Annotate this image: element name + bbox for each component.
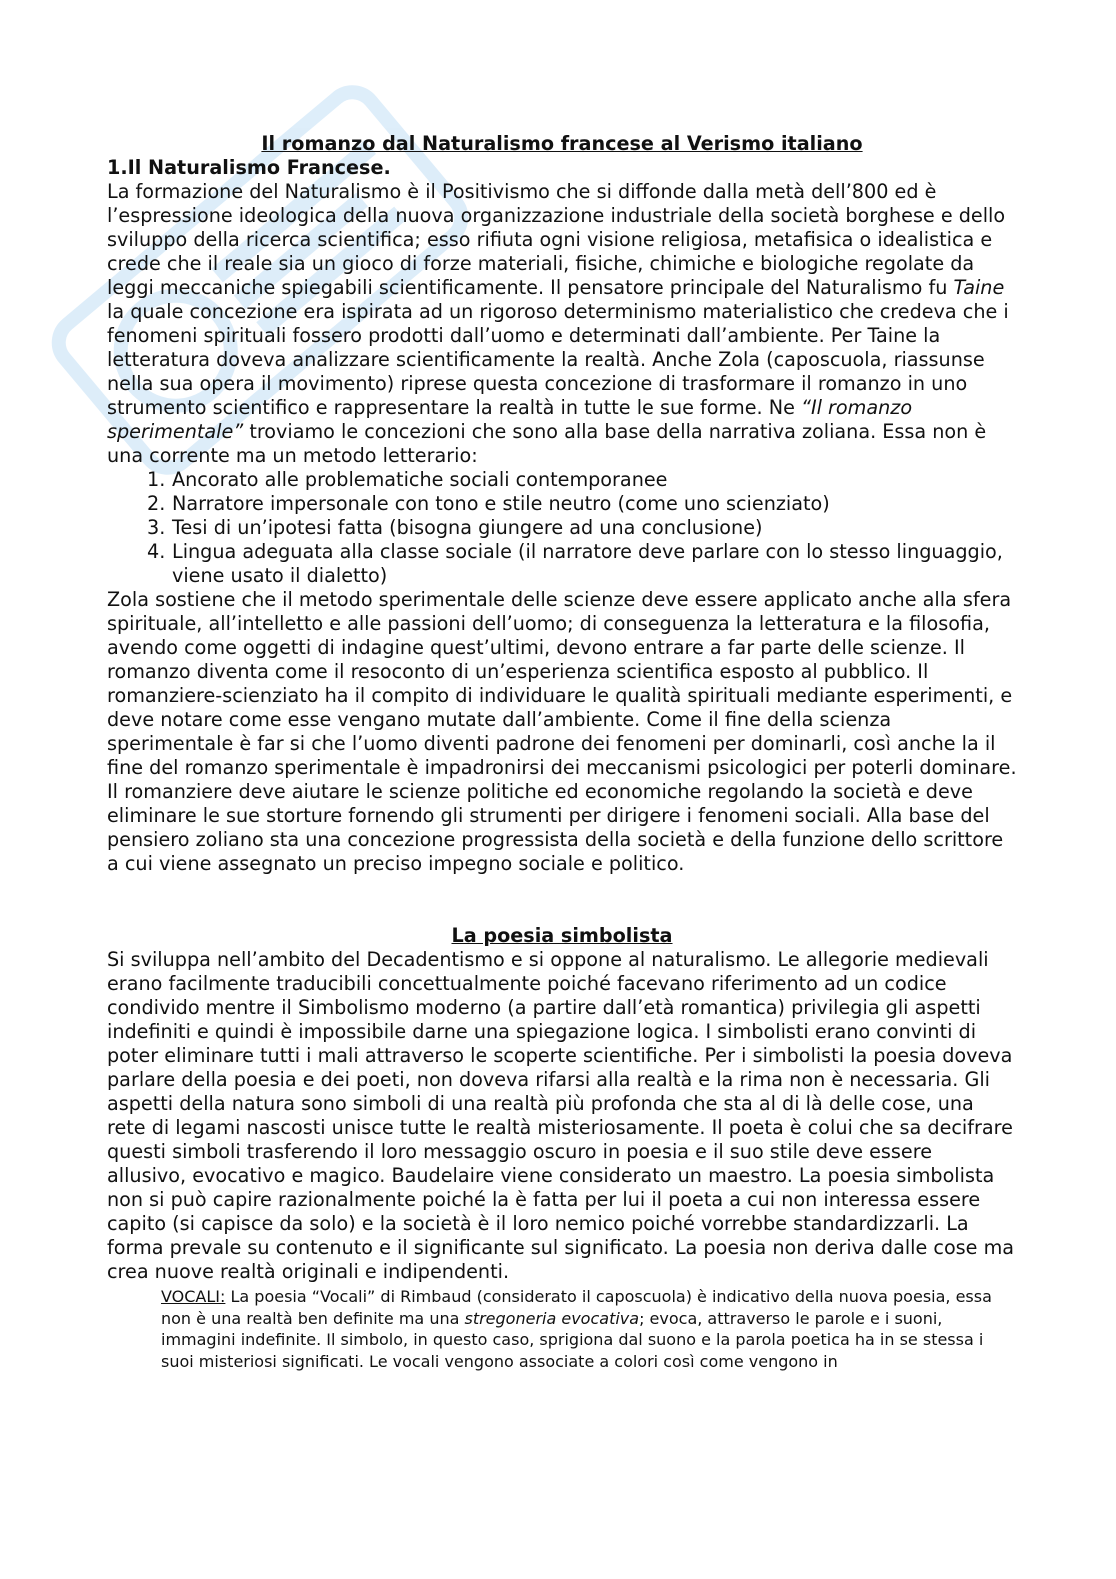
text-run: troviamo le concezioni che sono alla base della narrativa zoliana. Essa non è una corrente ma un metodo letterario: [107,420,987,467]
document-page [107,132,1017,1372]
list-item-text: Lingua adeguata alla classe sociale (il narratore deve parlare con lo stesso linguaggio, viene usato il dialetto) [172,540,1003,587]
paragraph-zola: Zola sostiene che il metodo sperimentale delle scienze deve essere applicato anche alla sfera spirituale, all’intelletto e alle passioni dell’uomo; di conseguenza la letteratura e la filosofia, avendo come oggetti di indagine quest’ultimi, devono entrare a far parte delle scienze. Il romanzo diventa come il resoconto di un’esperienza scientifica esposto al pubblico. Il romanziere-scienziato ha il compito di individuare le qualità spirituali mediante esperimenti, e deve notare come esse vengano mutate dall’ambiente. Come il fine della scienza sperimentale è far si che l’uomo diventi padrone dei fenomeni per dominarli, così anche la il fine del romanzo sperimentale è impadronirsi dei meccanismi psicologici per poterli dominare. Il romanziere deve aiutare le scienze politiche ed economiche regolando la società e deve eliminare le sue storture fornendo gli strumenti per dirigere i fenomeni sociali. Alla base del pensiero zoliano sta una concezione progressista della società e della funzione dello scrittore a cui viene assegnato un preciso impegno sociale e politico. [107,588,1017,875]
text-run: la quale concezione era ispirata ad un rigoroso determinismo materialistico che credeva che i fenomeni spirituali fossero prodotti dall’uomo e determinati dall’ambiente. Per Taine la letteratura doveva analizzare scientificamente la realtà. Anche Zola (caposcuola, riassunse nella sua opera il movimento) riprese questa concezione di trasformare il romanzo in uno strumento scientifico e rappresentare la realtà in tutte le sue forme. Ne [107,300,1009,419]
paragraph-naturalismo-intro [107,180,1017,468]
list-item-number: 2. [147,492,166,515]
list-item [147,492,1017,516]
list-item-number: 4. [147,540,166,563]
list-item [147,516,1017,540]
list-item-text: Narratore impersonale con tono e stile neutro (come uno scienziato) [172,492,830,515]
page-title: Il romanzo dal Naturalismo francese al Verismo italiano [261,132,863,155]
paragraph-vocali [161,1284,1017,1372]
paragraph-simbolismo: Si sviluppa nell’ambito del Decadentismo e si oppone al naturalismo. Le allegorie medievali erano facilmente traducibili concettualmente poiché facevano riferimento ad un codice condivido mentre il Simbolismo moderno (a partire dall’età romantica) privilegia gli aspetti indefiniti e quindi è impossibile darne una spiegazione logica. I simbolisti erano convinti di poter eliminare tutti i mali attraverso le scoperte scientifiche. Per i simbolisti la poesia doveva parlare della poesia e dei poeti, non doveva rifarsi alla realtà e la rima non è necessaria. Gli aspetti della natura sono simboli di una realtà più profonda che sta al di là delle cose, una rete di legami nascosti unisce tutte le realtà misteriosamente. Il poeta è colui che sa decifrare questi simboli trasferendo il loro messaggio oscuro in poesia e il suo stile deve essere allusivo, evocativo e magico. Baudelaire viene considerato un maestro. La poesia simbolista non si può capire razionalmente poiché la è fatta per lui il poeta a cui non interessa essere capito (si capisce da solo) e la società è il loro nemico poiché vorrebbe standardizzarli. La forma prevale su contenuto e il significante sul significato. La poesia non deriva dalle cose ma crea nuove realtà originali e indipendenti. [107,948,1015,1283]
list-item-text: Ancorato alle problematiche sociali contemporanee [172,468,668,491]
list-item-number: 1. [147,468,166,491]
emphasis-book-title: “Il romanzo sperimentale” [107,396,913,443]
text-run: La poesia “Vocali” di Rimbaud (considerato il caposcuola) è indicativo della nuova poesia, essa non è una realtà ben definite ma una [161,1287,992,1328]
text-run: ; evoca, attraverso le parole e i suoni, immagini indefinite. Il simbolo, in questo caso, sprigiona dal suono e la parola poetica ha in se stessa i suoi misteriosi significati. Le vocali vengono associate a colori così come vengono in [161,1308,984,1371]
emphasis-stregoneria: stregoneria evocativa [464,1308,640,1328]
section-heading-naturalismo: 1.Il Naturalismo Francese. [107,156,391,179]
list-item-number: 3. [147,516,166,539]
criteria-list [107,468,1017,588]
emphasis-taine: Taine [953,276,1005,299]
section-title-simbolista: La poesia simbolista [451,924,673,947]
section-spacer [107,876,1017,924]
list-item [147,540,1017,588]
list-item-text: Tesi di un’ipotesi fatta (bisogna giungere ad una conclusione) [172,516,763,539]
list-item [147,468,1017,492]
text-run: La formazione del Naturalismo è il Positivismo che si diffonde dalla metà dell’800 ed è l’espressione ideologica della nuova organizzazione industriale della società borghese e dello sviluppo della ricerca scientifica; esso rifiuta ogni visione religiosa, metafisica o idealistica e crede che il reale sia un gioco di forze materiali, fisiche, chimiche e biologiche regolate da leggi meccaniche spiegabili scientificamente. Il pensatore principale del Naturalismo fu [107,180,1006,299]
vocali-label: VOCALI: [161,1287,226,1306]
